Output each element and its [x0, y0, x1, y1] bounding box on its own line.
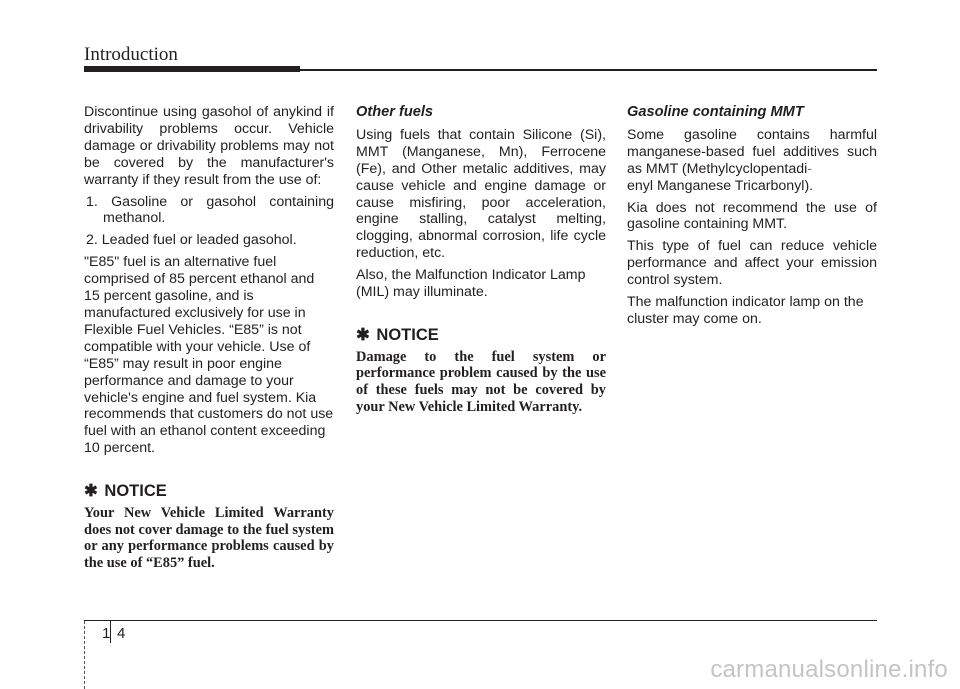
- gasohol-intro-paragraph: Discontinue using gasohol of anykind if drivability problems occur. Vehicle damage or drivability problems may not be covered by the manufacturer's warranty if they result from the use of:: [84, 104, 334, 188]
- other-fuels-paragraph: Using fuels that contain Silicone (Si), MMT (Manganese, Mn), Ferrocene (Fe), and Other metalic additives, may cause vehicle and engine damage or cause misfiring, poor acceleration, engine stalling, catalyst melting, clogging, abnormal corrosion, life cycle reduction, etc.: [356, 126, 606, 262]
- malfunction-lamp-paragraph: The malfunction indicator lamp on the cluster may come on.: [627, 294, 864, 327]
- list-item-text: Gasoline or gasohol containing methanol.: [103, 193, 334, 227]
- header-rule-thin: [300, 69, 877, 71]
- notice-heading: [84, 483, 334, 500]
- list-item-number: 1.: [86, 193, 98, 210]
- notice-title: NOTICE: [104, 482, 167, 501]
- notice-body: Damage to the fuel system or performance problem caused by the use of these fuels may not be covered by your New Vehicle Limited Warranty.: [356, 348, 606, 415]
- notice-body: Your New Vehicle Limited Warranty does not cover damage to the fuel system or any performance problems caused by the use of “E85” fuel.: [84, 505, 334, 571]
- mmt-paragraph-text-start: Some gasoline contains harmful manganese-based fuel additives such as MMT (Methylcyclopentadi: [627, 126, 877, 177]
- hyphen-mark: -: [807, 160, 813, 177]
- mil-paragraph: Also, the Malfunction Indicator Lamp (MIL) may illuminate.: [356, 267, 586, 301]
- other-fuels-heading: Other fuels: [356, 104, 434, 120]
- column-left: [84, 104, 334, 576]
- watermark-text: carmanualsonline.info: [710, 656, 948, 683]
- page-number: 4: [117, 625, 126, 642]
- page-header-title: Introduction: [84, 44, 178, 65]
- mmt-paragraph: [627, 127, 877, 195]
- notice-title: NOTICE: [376, 325, 439, 344]
- emission-paragraph: This type of fuel can reduce vehicle performance and affect your emission control system.: [627, 238, 877, 289]
- e85-paragraph: "E85" fuel is an alternative fuel comprised of 85 percent ethanol and 15 percent gasoline, and is manufactured exclusively for use in Flexible Fuel Vehicles. “E85” is not compatible with your vehicle. Use of “E85” may result in poor engine performance and damage to your vehicle's engine and fuel system. Kia recommends that customers do not use fuel with an ethanol content exceeding 10 percent.: [84, 254, 334, 457]
- list-item: [84, 194, 334, 228]
- kia-recommendation-paragraph: Kia does not recommend the use of gasoline containing MMT.: [627, 199, 877, 233]
- notice-heading: [356, 327, 606, 344]
- mmt-heading: Gasoline containing MMT: [627, 104, 804, 120]
- footer-rule: [84, 620, 877, 621]
- chapter-number: 1: [102, 625, 111, 642]
- footer-divider: [110, 621, 111, 643]
- notice-star-icon: ✱: [84, 482, 98, 501]
- list-item: [84, 232, 334, 249]
- header-rule-thick: [84, 66, 300, 72]
- mmt-paragraph-text-end: enyl Manganese Tricarbonyl).: [627, 177, 814, 194]
- notice-star-icon: ✱: [356, 325, 370, 344]
- footer-margin-line: [84, 621, 85, 689]
- list-item-text: Leaded fuel or leaded gasohol.: [101, 232, 297, 249]
- list-item-number: 2.: [86, 232, 98, 249]
- column-middle: [356, 104, 606, 420]
- column-right: [627, 104, 877, 333]
